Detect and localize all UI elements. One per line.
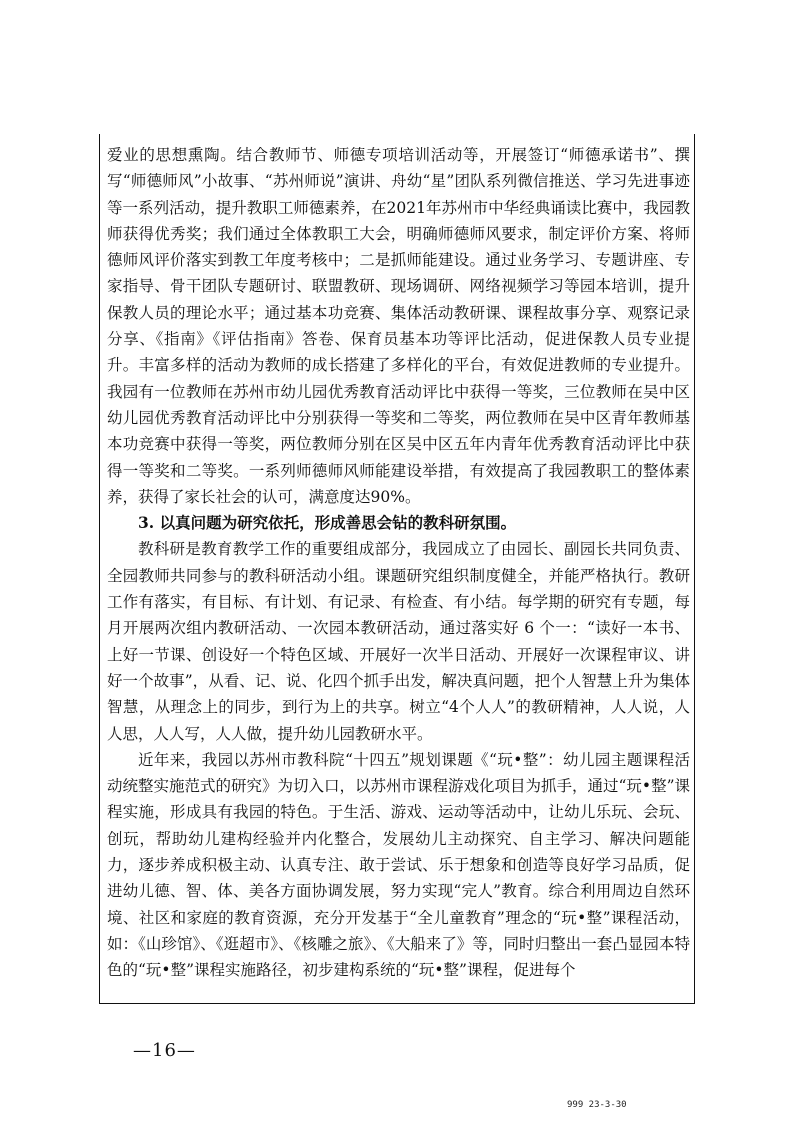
print-stamp: 999 23-3-30 bbox=[567, 1100, 627, 1110]
section-heading-research: 3. 以真问题为研究依托，形成善思会钻的教科研氛围。 bbox=[138, 513, 517, 533]
paragraph-teacher-ethics: 爱业的思想熏陶。结合教师节、师德专项培训活动等，开展签订“师德承诺书”、撰写“师德师风”小故事、“苏州师说”演讲、舟幼“星”团队系列微信推送、学习先进事迹等一系列活动，提升教职工师德素养，在2021年苏州市中华经典诵读比赛中，我园教师获得优秀奖；我们通过全体教职工大会，明确师德师风要求，制定评价方案、将师德师风评价落实到教工年度考核中；二是抓师能建设。通过业务学习、专题讲座、专家指导、骨干团队专题研讨、联盟教研、现场调研、网络视频学习等园本培训，提升保教人员的理论水平；通过基本功竞赛、集体活动教研课、课程故事分享、观察记录分享、《指南》《评估指南》答卷、保育员基本功等评比活动，促进保教人员专业提升。丰富多样的活动为教师的成长搭建了多样化的平台，有效促进教师的专业提升。我园有一位教师在苏州市幼儿园优秀教育活动评比中获得一等奖，三位教师在吴中区幼儿园优秀教育活动评比中分别获得一等奖和二等奖，两位教师在吴中区青年教师基本功竞赛中获得一等奖，两位教师分别在区吴中区五年内青年优秀教育活动评比中获得一等奖和二等奖。一系列师德师风师能建设举措，有效提高了我园教职工的整体素养，获得了家长社会的认可，满意度达90%。 bbox=[107, 146, 690, 506]
document-body bbox=[107, 142, 690, 984]
paragraph-research-group: 教科研是教育教学工作的重要组成部分，我园成立了由园长、副园长共同负责、全园教师共同参与的教科研活动小组。课题研究组织制度健全，并能严格执行。教研工作有落实，有目标、有计划、有记录、有检查、有小结。每学期的研究有专题，每月开展两次组内教研活动、一次园本教研活动，通过落实好 6 个一：“读好一本书、上好一节课、创设好一个特色区域、开展好一次半日活动、开展好一次课程审议、讲好一个故事”，从看、记、说、化四个抓手出发，解决真问题，把个人智慧上升为集体智慧，从理念上的同步，到行为上的共享。树立“4个人人”的教研精神，人人说，人人思，人人写，人人做，提升幼儿园教研水平。 bbox=[107, 540, 690, 743]
paragraph-curriculum: 近年来，我园以苏州市教科院“十四五”规划课题《“玩•整”：幼儿园主题课程活动统整实施范式的研究》为切入口，以苏州市课程游戏化项目为抓手，通过“玩•整”课程实施，形成具有我园的特色。于生活、游戏、运动等活动中，让幼儿乐玩、会玩、创玩，帮助幼儿建构经验并内化整合，发展幼儿主动探究、自主学习、解决问题能力，逐步养成积极主动、认真专注、敢于尝试、乐于想象和创造等良好学习品质，促进幼儿德、智、体、美各方面协调发展，努力实现“完人”教育。综合利用周边自然环境、社区和家庭的教育资源，充分开发基于“全儿童教育”理念的“玩•整”课程活动，如：《山珍馆》、《逛超市》、《核雕之旅》、《大船来了》等，同时归整出一套凸显园本特色的“玩•整”课程实施路径，初步建构系统的“玩•整”课程，促进每个 bbox=[107, 750, 690, 980]
text-frame bbox=[99, 134, 695, 1004]
page-number: —16— bbox=[133, 1040, 196, 1061]
